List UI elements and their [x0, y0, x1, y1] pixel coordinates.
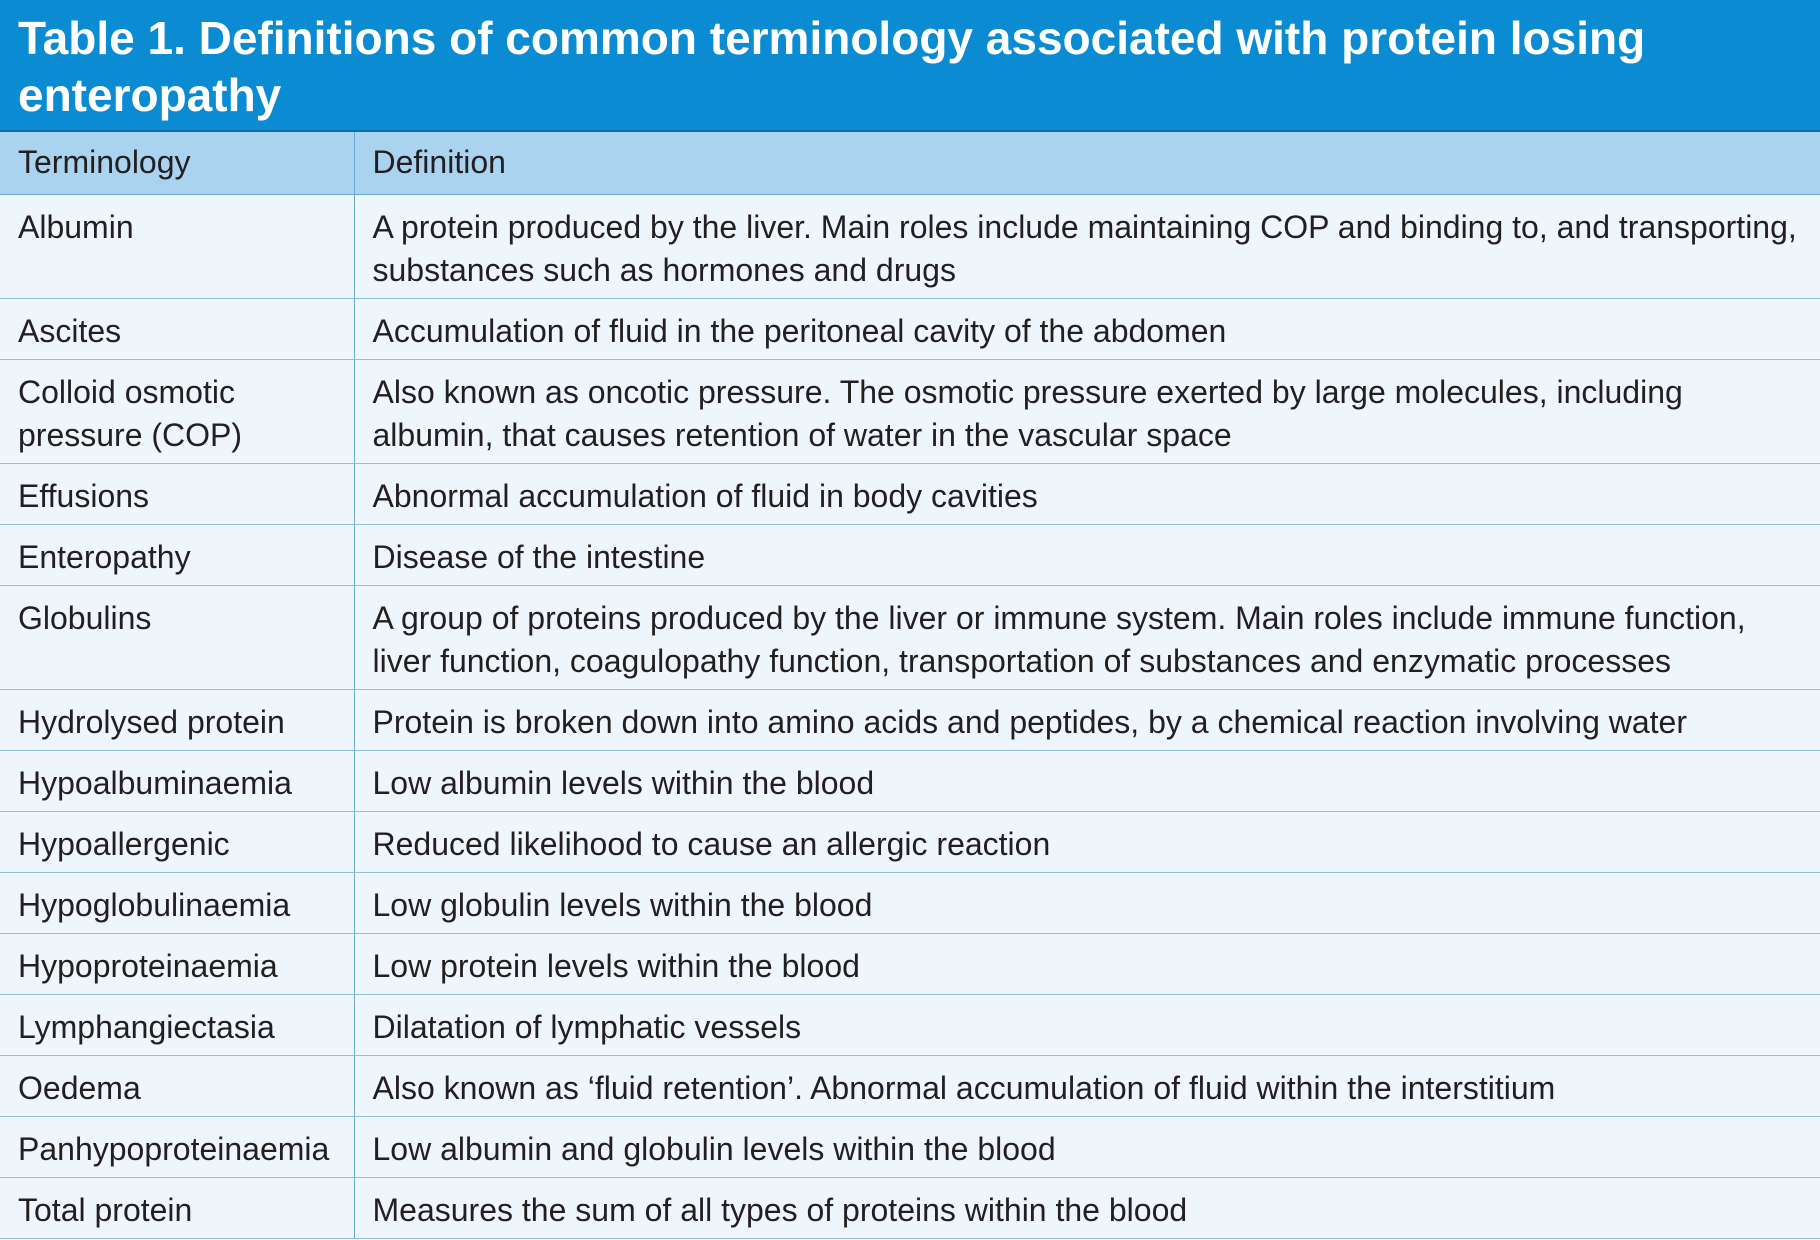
definition-cell: Dilatation of lymphatic vessels: [354, 994, 1820, 1055]
definition-cell: Also known as oncotic pressure. The osmotic pressure exerted by large molecules, including albumin, that causes retention of water in the vascular space: [354, 359, 1820, 463]
table-row: [0, 585, 1820, 689]
table-row: [0, 933, 1820, 994]
definition-cell: Low albumin and globulin levels within the blood: [354, 1116, 1820, 1177]
table-row: [0, 298, 1820, 359]
table-row: [0, 750, 1820, 811]
definition-cell: Accumulation of fluid in the peritoneal cavity of the abdomen: [354, 298, 1820, 359]
table-row: [0, 524, 1820, 585]
term-cell: Enteropathy: [0, 524, 354, 585]
term-cell: Albumin: [0, 194, 354, 298]
term-cell: Total protein: [0, 1177, 354, 1238]
table-row: [0, 1055, 1820, 1116]
term-cell: Hydrolysed protein: [0, 689, 354, 750]
definition-cell: A protein produced by the liver. Main roles include maintaining COP and binding to, and transporting, substances such as hormones and drugs: [354, 194, 1820, 298]
term-cell: Hypoallergenic: [0, 811, 354, 872]
term-cell: Ascites: [0, 298, 354, 359]
table-row: [0, 1177, 1820, 1238]
definition-cell: A group of proteins produced by the liver or immune system. Main roles include immune function, liver function, coagulopathy function, transportation of substances and enzymatic processes: [354, 585, 1820, 689]
header-definition: Definition: [354, 132, 1820, 194]
header-row: [0, 132, 1820, 194]
header-terminology: Terminology: [0, 132, 354, 194]
term-cell: Panhypoproteinaemia: [0, 1116, 354, 1177]
table-title: Table 1. Definitions of common terminology associated with protein losing enteropathy: [0, 0, 1820, 132]
definition-cell: Low globulin levels within the blood: [354, 872, 1820, 933]
term-cell: Lymphangiectasia: [0, 994, 354, 1055]
table-row: [0, 689, 1820, 750]
table-row: [0, 194, 1820, 298]
table-row: [0, 994, 1820, 1055]
definitions-table: [0, 132, 1820, 1239]
definition-cell: Measures the sum of all types of proteins within the blood: [354, 1177, 1820, 1238]
definition-cell: Abnormal accumulation of fluid in body cavities: [354, 463, 1820, 524]
definition-cell: Also known as ‘fluid retention’. Abnormal accumulation of fluid within the interstitium: [354, 1055, 1820, 1116]
definition-cell: Reduced likelihood to cause an allergic reaction: [354, 811, 1820, 872]
definition-cell: Low protein levels within the blood: [354, 933, 1820, 994]
table-row: [0, 872, 1820, 933]
definition-cell: Protein is broken down into amino acids and peptides, by a chemical reaction involving water: [354, 689, 1820, 750]
term-cell: Hypoglobulinaemia: [0, 872, 354, 933]
table-row: [0, 463, 1820, 524]
table-row: [0, 811, 1820, 872]
table-row: [0, 1116, 1820, 1177]
term-cell: Hypoalbuminaemia: [0, 750, 354, 811]
term-cell: Oedema: [0, 1055, 354, 1116]
term-cell: Effusions: [0, 463, 354, 524]
term-cell: Globulins: [0, 585, 354, 689]
term-cell: Hypoproteinaemia: [0, 933, 354, 994]
definition-cell: Low albumin levels within the blood: [354, 750, 1820, 811]
definition-cell: Disease of the intestine: [354, 524, 1820, 585]
table-row: [0, 359, 1820, 463]
term-cell: Colloid osmotic pressure (COP): [0, 359, 354, 463]
